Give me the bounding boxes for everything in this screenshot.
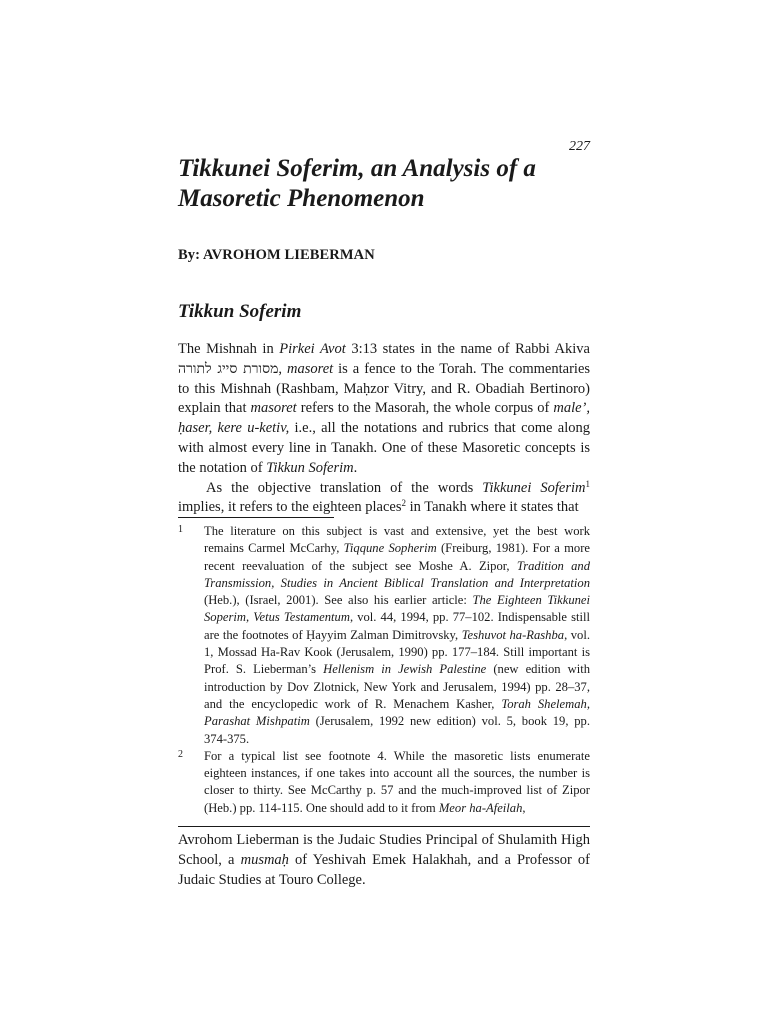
author-note-separator bbox=[178, 826, 590, 827]
italic-run: Tradition and Transmission, Studies in Ancient Biblical Translation and Interpretation bbox=[204, 558, 590, 590]
italic-run: The Eighteen Tikkunei Soperim, Vetus Testamentum bbox=[204, 593, 590, 625]
italic-run: musmaḥ bbox=[240, 851, 289, 868]
text-run: (Freiburg, 1981). For a more recent reevaluation of the subject see Moshe A. Zipor, bbox=[204, 541, 590, 573]
italic-run: Meor ha-Afeilah bbox=[438, 800, 523, 815]
italic-run: Tikkunei Soferim bbox=[482, 479, 586, 496]
text-run: in Tanakh where it states that bbox=[405, 499, 579, 516]
text-run: refers to the Masorah, the whole corpus of bbox=[296, 400, 554, 417]
italic-run: Teshuvot ha-Rashba bbox=[461, 627, 565, 642]
article-title: Tikkunei Soferim, an Analysis of a Masoretic Phenomenon bbox=[178, 155, 536, 212]
footnotes bbox=[178, 523, 590, 817]
section-heading: Tikkun Soferim bbox=[178, 301, 302, 322]
text-run: i.e., all the notations and rubrics that come along with almost every line in Tanakh. One of these Masoretic concepts is the notation of bbox=[178, 420, 590, 476]
paragraph-1 bbox=[178, 340, 590, 479]
text-run: As the objective translation of the words bbox=[206, 479, 483, 496]
italic-run: Tiqqune Sopherim bbox=[343, 541, 437, 556]
italic-run: Tikkun Soferim bbox=[266, 459, 354, 476]
italic-run: Pirkei Avot bbox=[279, 341, 346, 357]
hebrew-quote: מסורת סייג לתורה bbox=[178, 360, 279, 377]
footnote-ref-2[interactable]: 2 bbox=[401, 498, 406, 509]
text-run: , vol. 1, Mossad Ha-Rav Kook (Jerusalem, 1990) pp. 177–184. Still important is Prof. S. Lieberman’s bbox=[204, 627, 590, 677]
footnote-separator bbox=[178, 517, 334, 518]
text-run: The Mishnah in bbox=[178, 341, 280, 357]
text-run: (Jerusalem, 1992 new edition) vol. 5, book 19, pp. 374-375. bbox=[204, 714, 590, 746]
italic-run: Torah Shelemah, Parashat Mishpatim bbox=[204, 696, 590, 729]
text-run: (Heb.), (Israel, 2001). See also his earlier article: bbox=[204, 593, 473, 608]
italic-run: masoret bbox=[287, 360, 334, 377]
footnote-number: 1 bbox=[178, 524, 183, 535]
text-run: (new edition with introduction by Dov Zlotnick, New York and Jerusalem, 1994) pp. 28–37, and the encyclopedic work of R. Menachem Kasher, bbox=[204, 662, 590, 711]
text-run: , bbox=[278, 360, 287, 377]
text-run: , bbox=[522, 800, 526, 815]
text-run: , vol. 44, 1994, pp. 77–102. Indispensable still are the footnotes of Ḥayyim Zalman Dimitrovsky, bbox=[204, 610, 590, 642]
footnote-ref-1[interactable]: 1 bbox=[585, 478, 590, 489]
footnote-2 bbox=[178, 748, 590, 817]
body-text bbox=[178, 340, 590, 518]
byline: By: AVROHOM LIEBERMAN bbox=[178, 247, 375, 263]
text-run: is a fence to the Torah. The commentaries to this Mishnah (Rashbam, Maḥzor Vitry, and R. Obadiah Bertinoro) explain that bbox=[178, 360, 591, 417]
text-run: For a typical list see footnote 4. While the masoretic lists enumerate eighteen instances, if one takes into account all the sources, the number is closer to thirty. See McCarthy p. 57 and the much-improved list of Zipor (Heb.) pp. 114-115. One should add to it from bbox=[204, 748, 590, 815]
page-number: 227 bbox=[569, 139, 590, 154]
italic-run: masoret bbox=[250, 400, 297, 417]
text-run: . bbox=[353, 459, 358, 476]
text-run: The literature on this subject is vast and extensive, yet the best work remains Carmel McCarhy, bbox=[204, 524, 590, 556]
footnote-1 bbox=[178, 523, 590, 748]
footnote-number: 2 bbox=[178, 748, 183, 760]
italic-run: male’, ḥaser, kere u-ketiv, bbox=[178, 400, 590, 437]
paragraph-2 bbox=[178, 479, 590, 519]
text-run: implies, it refers to the eighteen places bbox=[178, 499, 402, 516]
text-run: Avrohom Lieberman is the Judaic Studies Principal of Shulamith High School, a bbox=[178, 832, 590, 868]
text-run: 3:13 states in the name of Rabbi Akiva bbox=[345, 341, 590, 357]
author-note bbox=[178, 831, 590, 890]
italic-run: Hellenism in Jewish Palestine bbox=[323, 662, 487, 677]
text-run: of Yeshivah Emek Halakhah, and a Professor of Judaic Studies at Touro College. bbox=[178, 851, 590, 888]
